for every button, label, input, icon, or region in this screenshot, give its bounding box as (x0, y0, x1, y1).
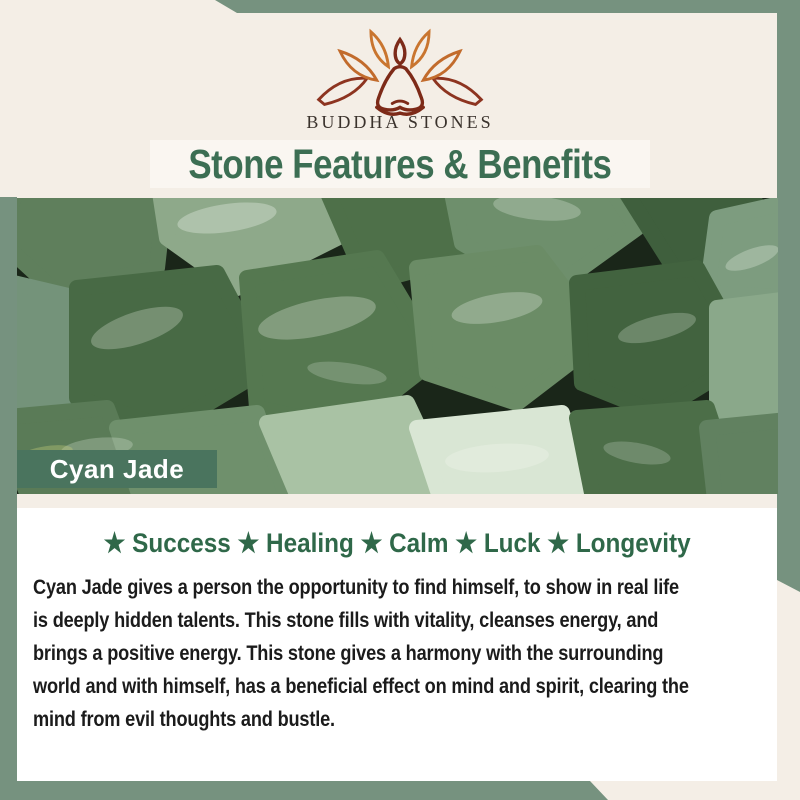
frame-strip-bottom (0, 781, 608, 800)
frame-strip-right (777, 13, 800, 592)
stone-description (33, 571, 777, 736)
description-line: world and with himself, has a beneficial effect on mind and spirit, clearing the (33, 674, 689, 698)
description-line: brings a positive energy. This stone gives a harmony with the surrounding (33, 641, 664, 665)
frame-strip-top (215, 0, 800, 13)
description-line: Cyan Jade gives a person the opportunity to find himself, to show in real life (33, 575, 680, 599)
content-box (17, 508, 777, 781)
lotus-meditation-icon (300, 26, 500, 118)
description-line: mind from evil thoughts and bustle. (33, 707, 335, 731)
benefits-row (17, 528, 777, 559)
page-title: Stone Features & Benefits (188, 140, 612, 187)
title-band (150, 140, 650, 188)
stone-name-label (17, 450, 217, 488)
description-line: is deeply hidden talents. This stone fills with vitality, cleanses energy, and (33, 608, 659, 632)
stone-name: Cyan Jade (49, 453, 185, 484)
frame-strip-left (0, 197, 17, 800)
benefits-line: ★ Success ★ Healing ★ Calm ★ Luck ★ Longevity (103, 528, 691, 558)
brand-name: BUDDHA STONES (306, 112, 494, 132)
